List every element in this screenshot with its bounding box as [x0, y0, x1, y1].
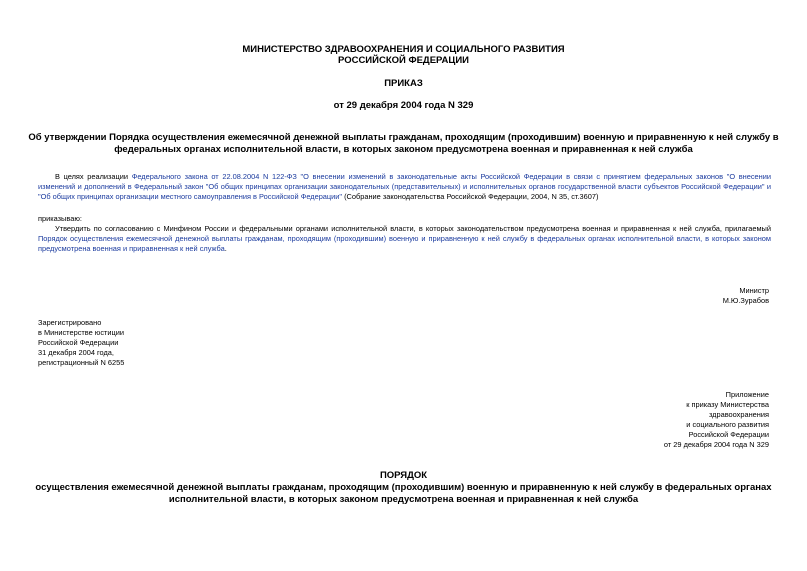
- order-title-line-1: Об утверждении Порядка осуществления ежемесячной денежной выплаты гражданам, проходящим (проходившим) военную и приравненную к ней службу в: [28, 132, 779, 143]
- doc-date-number: от 29 декабря 2004 года N 329: [333, 100, 474, 111]
- doc-type: ПРИКАЗ: [384, 78, 423, 89]
- order-title-line-2: федеральных органах исполнительной власти, в которых законом предусмотрена военная и приравненная к ней служба: [114, 144, 693, 155]
- approval-paragraph: [38, 224, 771, 254]
- preamble-text-2: (Собрание законодательства Российской Федерации, 2004, N 35, ст.3607): [342, 192, 599, 201]
- procedure-title-line-1: осуществления ежемесячной денежной выплаты гражданам, проходящим (проходившим) военную и приравненную к ней службу в федеральных органах: [35, 482, 772, 493]
- appendix-line: Российской Федерации: [688, 430, 769, 439]
- appendix-block: [664, 390, 769, 450]
- procedure-title-line-2: исполнительной власти, в которых законом предусмотрена военная и приравненная к ней служба: [168, 494, 639, 505]
- ministry-line-1: МИНИСТЕРСТВО ЗДРАВООХРАНЕНИЯ И СОЦИАЛЬНОГО РАЗВИТИЯ: [242, 44, 565, 55]
- ministry-name: [0, 44, 807, 66]
- registration-line: регистрационный N 6255: [38, 358, 125, 367]
- preamble-text-1: В целях реализации: [55, 172, 132, 181]
- order-title: [0, 132, 807, 156]
- federal-law-link[interactable]: Федерального закона от 22.08.2004 N 122-ФЗ "О внесении изменений в законодательные акты Российской Федерации в связи с принятием федеральных законов "О внесении изменений и дополнений в Федеральный закон "Об общих принципах организации законодательных (представительных) и исполнительных органов государственной власти субъектов Российской Федерации" и "Об общих принципах организации местного самоуправления в Российской Федерации": [38, 172, 772, 201]
- signature-position: Министр: [739, 286, 769, 295]
- signature-block: [723, 286, 769, 306]
- procedure-heading: ПОРЯДОК: [379, 470, 428, 481]
- appendix-line: к приказу Министерства: [686, 400, 769, 409]
- appendix-line: от 29 декабря 2004 года N 329: [663, 440, 769, 449]
- procedure-link[interactable]: Порядок осуществления ежемесячной денежной выплаты гражданам, проходящим (проходившим) военную и приравненную к ней службу в федеральных органах исполнительной власти, в которых законом предусмотрена военная и приравненная к ней служба: [38, 234, 771, 253]
- procedure-title: [0, 482, 807, 506]
- registration-line: Российской Федерации: [38, 338, 119, 347]
- registration-block: [38, 318, 124, 368]
- order-word: приказываю:: [38, 214, 82, 223]
- registration-line: Зарегистрировано: [38, 318, 102, 327]
- approval-text-1: Утвердить по согласованию с Минфином России и федеральными органами исполнительной власти, в которых законодательством предусмотрена военная и приравненная к ней служба, прилагаемый: [55, 224, 771, 233]
- appendix-line: здравоохранения: [708, 410, 769, 419]
- ministry-line-2: РОССИЙСКОЙ ФЕДЕРАЦИИ: [337, 55, 469, 66]
- appendix-line: Приложение: [725, 390, 769, 399]
- registration-line: 31 декабря 2004 года,: [38, 348, 114, 357]
- appendix-line: и социального развития: [686, 420, 769, 429]
- signature-name: М.Ю.Зурабов: [722, 296, 769, 305]
- preamble-paragraph: [38, 172, 771, 202]
- registration-line: в Министерстве юстиции: [38, 328, 125, 337]
- approval-text-2: .: [224, 244, 227, 253]
